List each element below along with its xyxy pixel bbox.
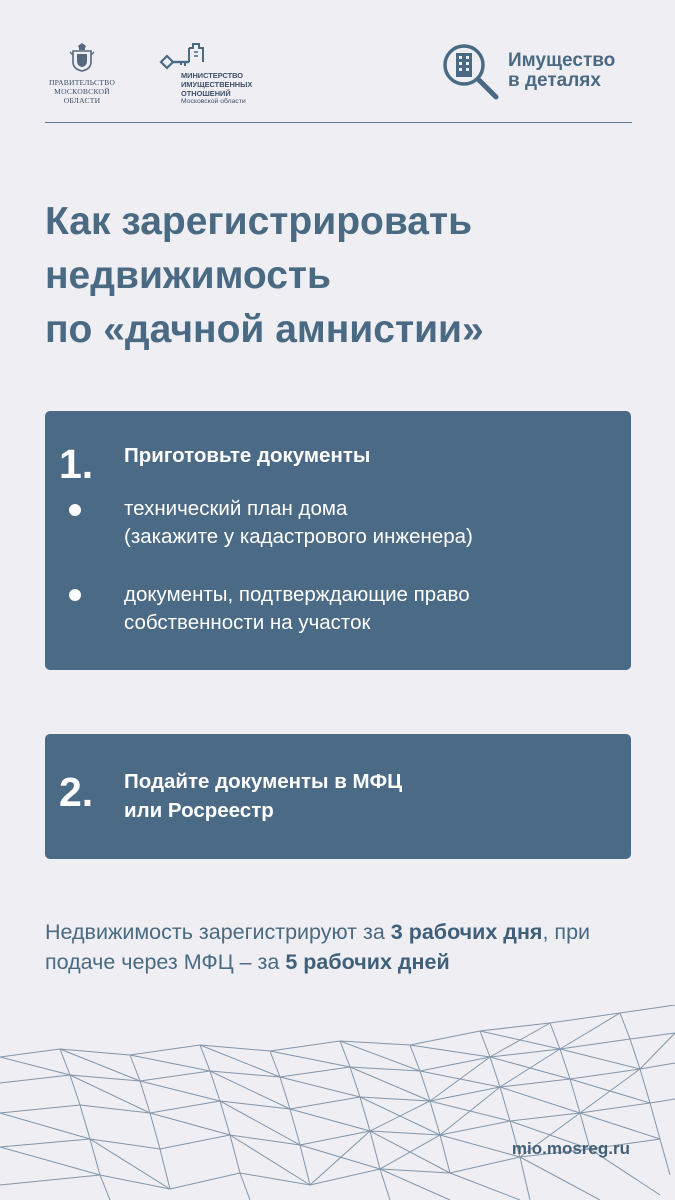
step-title-2-line-1: Подайте документы в МФЦ [124,770,403,793]
step-1-item-2 [124,581,614,637]
ministry-name-line-3: ОТНОШЕНИЙ [181,89,231,98]
note-bold-1: 3 рабочих дня [390,920,543,944]
step-title-2-line-2: или Росреестр [124,799,274,822]
ministry-name [181,71,301,98]
step-1-item-1-line-1: технический план дома [124,497,348,520]
wireframe-decoration [0,1005,675,1200]
step-1-item-1 [124,495,614,551]
step-1-item-2-line-1: документы, подтверждающие право [124,583,470,606]
step-card-1 [45,411,631,670]
magnifier-building-icon [441,42,501,102]
ministry-name-line-1: МИНИСТЕРСТВО [181,71,244,80]
bullet-icon [69,504,81,516]
ministry-region: Московской области [181,98,246,105]
note-text-2: , при подаче через МФЦ – за [45,920,591,974]
government-logo [45,42,119,105]
step-number-1: 1. [59,441,94,487]
ministry-name-line-2: ИМУЩЕСТВЕННЫХ [181,80,253,89]
government-name [45,78,119,105]
key-building-icon [159,42,219,72]
page-title-line-3: по «дачной амнистии» [45,308,484,351]
government-name-line-2: МОСКОВСКОЙ [54,87,110,96]
government-name-line-1: ПРАВИТЕЛЬСТВО [48,78,116,87]
step-1-item-2-line-2: собственности на участок [124,611,371,634]
brand-title-line-2: в деталях [508,70,601,91]
brand-title [508,51,615,91]
step-title-2 [124,767,402,825]
website-link[interactable]: mio.mosreg.ru [511,1139,630,1158]
page-title [45,195,645,357]
registration-note [45,917,635,977]
ministry-logo [159,42,319,105]
step-number-2: 2. [59,769,94,815]
step-title-1: Приготовьте документы [124,444,371,467]
step-card-2 [45,734,631,859]
bullet-icon [69,589,81,601]
step-1-item-1-line-2: (закажите у кадастрового инженера) [124,525,473,548]
note-bold-2: 5 рабочих дней [285,950,450,974]
coat-of-arms-icon [69,42,95,72]
government-name-line-3: ОБЛАСТИ [63,96,101,105]
brand-title-line-1: Имущество [508,50,616,71]
header [45,38,632,123]
page-title-line-1: Как зарегистрировать [45,200,473,243]
note-text-1: Недвижимость зарегистрируют за [45,920,391,944]
page-title-line-2: недвижимость [45,254,331,297]
